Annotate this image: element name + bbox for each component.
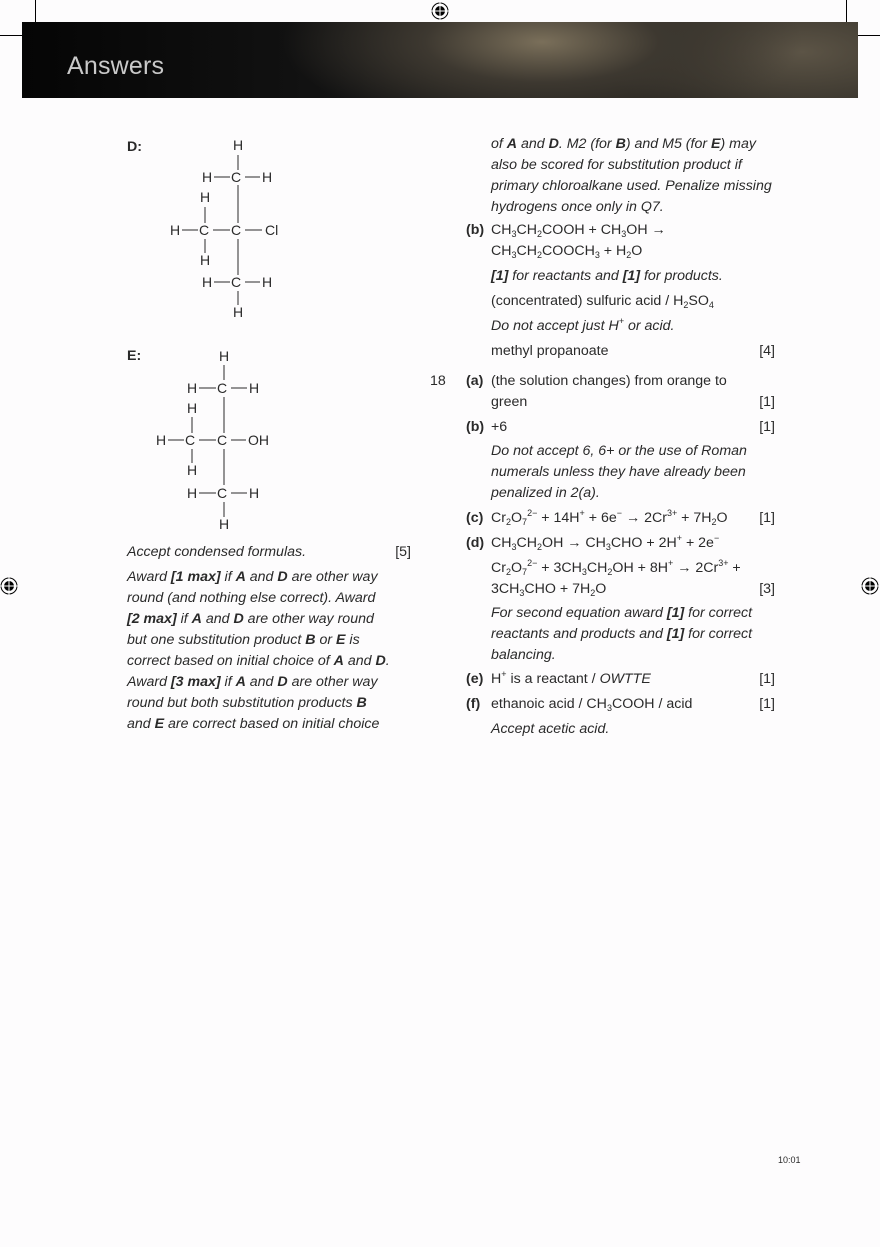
text-line: For second equation award [1] for correct [491,605,753,621]
page-number: 10:01 [778,1155,801,1165]
answer-text: (the solution changes) from orange to [491,373,727,389]
answer-text: green [491,394,528,410]
atom-cl: Cl [265,222,279,238]
atom-h: H [262,274,273,290]
note-line: penalized in 2(a). [491,485,600,501]
atom-oh: OH [248,432,269,448]
atom-h: H [187,380,198,396]
accept-condensed-note: Accept condensed formulas. [127,544,307,560]
structure-d-label: D: [127,139,142,155]
question-number: 18 [430,373,446,389]
atom-h: H [233,304,244,320]
note-line: numerals unless they have already been [491,464,746,480]
equation: $Cr_2O_7^{2-} + 3CH_3CH_2OH + 8H^+ \to 2Cr^{3+}$ + [491,558,741,577]
mark: [1] [759,419,775,435]
text-line: balancing. [491,647,556,663]
atom-c: C [217,432,228,448]
equation: $CH_3CH_2COOH + CH_3OH$ → [491,222,666,239]
atom-c: C [199,222,210,238]
answer-text: +6 [491,419,508,435]
text-line: primary chloroalkane used. Penalize missing [491,178,772,194]
structure-e-diagram [150,345,290,535]
text-line: reactants and products and [1] for correct [491,626,753,642]
text-line: round but both substitution products B [127,695,367,711]
equation: $Cr_2O_7^{2-} + 14H^+ + 6e^- \to 2Cr^{3+} + 7H_2O$ [491,508,728,527]
answer-text: ethanoic acid / $CH_3COOH$ / acid [491,696,693,713]
part-label: (f) [466,696,481,712]
crop-mark [35,0,36,22]
text-line: Award [1 max] if A and D are other way [127,569,378,585]
part-label: (b) [466,419,485,435]
answer-text: H+ is a reactant / OWTTE [491,669,651,687]
product-name: methyl propanoate [491,343,609,359]
atom-h: H [202,274,213,290]
mark: [1] [759,671,775,687]
catalyst: (concentrated) sulfuric acid / $H_2SO_4$ [491,293,714,310]
equation: $3CH_3CHO + 7H_2O$ [491,581,607,598]
registration-mark-icon [861,577,879,595]
award-note: [1] for reactants and [1] for products. [491,268,723,284]
note-line: Do not accept 6, 6+ or the use of Roman [491,443,747,459]
text-line: of A and D. M2 (for B) and M5 (for E) may [491,136,756,152]
part-label: (d) [466,535,485,551]
atom-c: C [217,380,228,396]
atom-h: H [233,137,244,153]
atom-h: H [187,462,198,478]
part-label: (e) [466,671,484,687]
not-accept-note: Do not accept just H+ or acid. [491,316,675,334]
atom-h: H [200,189,211,205]
text-line: round (and nothing else correct). Award [127,590,376,606]
text-line: but one substitution product B or E is [127,632,360,648]
crop-mark [846,0,847,22]
atom-c: C [231,274,242,290]
mark: [1] [759,696,775,712]
accept-note: Accept acetic acid. [491,721,610,737]
part-label: (b) [466,222,485,238]
mark: [3] [759,581,775,597]
atom-h: H [156,432,167,448]
registration-mark-icon [0,577,18,595]
text-line: hydrogens once only in Q7. [491,199,664,215]
atom-h: H [249,485,260,501]
header-banner [22,22,858,98]
atom-h: H [170,222,181,238]
atom-c: C [231,222,242,238]
equation: $CH_3CH_2OH \to CH_3CHO + 2H^+ + 2e^-$ [491,533,720,552]
mark: [1] [759,394,775,410]
registration-mark-icon [431,2,449,20]
atom-h: H [262,169,273,185]
equation: $CH_3CH_2COOCH_3 + H_2O$ [491,243,643,260]
atom-h: H [219,516,230,532]
structure-d-diagram [160,135,300,325]
crop-mark [0,35,22,36]
text-line: Award [3 max] if A and D are other way [127,674,378,690]
atom-h: H [187,400,198,416]
part-label: (a) [466,373,484,389]
text-line: also be scored for substitution product if [491,157,742,173]
mark: [1] [759,510,775,526]
text-line: correct based on initial choice of A and D. [127,653,390,669]
atom-h: H [219,348,230,364]
atom-c: C [185,432,196,448]
atom-c: C [231,169,242,185]
crop-mark [858,35,880,36]
mark: [5] [395,544,411,560]
atom-h: H [249,380,260,396]
structure-e-label: E: [127,348,142,364]
atom-h: H [187,485,198,501]
page-title: Answers [67,52,165,80]
atom-c: C [217,485,228,501]
atom-h: H [200,252,211,268]
atom-h: H [202,169,213,185]
text-line: and E are correct based on initial choice [127,716,380,732]
text-line: [2 max] if A and D are other way round [127,611,374,627]
mark: [4] [759,343,775,359]
part-label: (c) [466,510,484,526]
